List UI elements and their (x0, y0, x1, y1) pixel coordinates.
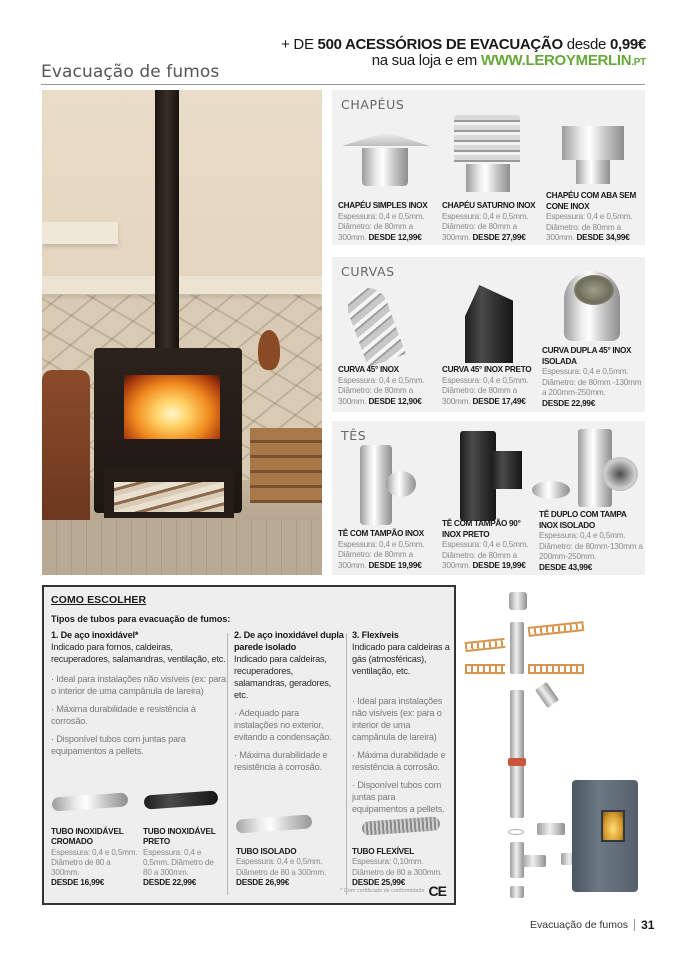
mantel-shelf (42, 276, 322, 294)
page-number: 31 (641, 918, 655, 932)
chapeu-aba-image (562, 126, 624, 160)
te-duplo-opening (602, 457, 638, 491)
panel-chapeus (332, 90, 645, 245)
diagram-adapter (537, 823, 565, 835)
chapeu-aba-body (576, 160, 610, 184)
title-divider (41, 84, 645, 85)
promo-banner (281, 37, 646, 71)
wood-crate (250, 428, 322, 503)
curva-inox-image (342, 282, 406, 367)
chapeu-simples-image (342, 132, 430, 146)
promo-line-2: na sua loja e em WWW.LEROYMERLIN.PT (371, 52, 646, 69)
diagram-elbow (535, 682, 559, 708)
diagram-joint-ring (508, 758, 526, 766)
chapeu-saturno-body (466, 164, 510, 192)
panel-curvas (332, 257, 645, 412)
te-tampao-inox-branch (386, 471, 416, 497)
panel-title: TÊS (341, 428, 367, 443)
insulation-wave (465, 664, 505, 674)
chapeu-saturno-image (454, 115, 520, 165)
footer-divider (634, 919, 635, 931)
item-tubo-flexivel[interactable]: TUBO FLEXÍVEL Espessura: 0,10mm. Diâmetro de 80 a 300mm. DESDE 25,99€ (352, 847, 443, 887)
te-preto-branch (492, 451, 522, 489)
item-tubo-cromado[interactable]: TUBO INOXIDÁVEL CROMADO Espessura: 0,4 e 0,5mm. Diâmetro de 80 a 300mm. DESDE 16,99€ (51, 827, 138, 888)
page-footer (530, 918, 654, 932)
product-curva-dupla[interactable]: CURVA DUPLA 45° INOX ISOLADA Espessura: 0,4 e 0,5mm. Diâmetro: de 80mm -130mm a 200mm-250mm. DESDE 22,99€ (542, 346, 642, 408)
curva-dupla-opening (574, 275, 614, 305)
chapeu-simples-body (362, 148, 408, 186)
diagram-cap (509, 592, 527, 610)
column-flexible: 3. Flexíveis Indicado para caldeiras a gás (atmosféricas), ventilação, etc. · Ideal para instalações não visíveis (ex: para o interior de uma campânula de lareira) · Máxima durabilidade e resistência à corrosão. · Disponível tubos com juntas para equipamentos a pellets. (352, 630, 450, 814)
tube-insulated-image (236, 814, 313, 833)
te-preto-image (460, 431, 496, 521)
tube-black-image (144, 790, 219, 809)
item-tubo-isolado[interactable]: TUBO ISOLADO Espessura: 0,4 e 0,5mm. Diâmetro de 80 a 300mm. DESDE 26,99€ (236, 847, 327, 887)
brick-floor (42, 520, 322, 575)
column-stainless: 1. De aço inoxidável* Indicado para fornos, caldeiras, recuperadores, salamandras, ventilação, etc. · Ideal para instalações não visíveis (ex: para o interior de uma campânula de lareira) · Máxima durabilidade e resistência à corrosão. · Disponível tubos com juntas para equipamentos a pellets. (51, 630, 226, 756)
product-chapeu-simples[interactable]: CHAPÉU SIMPLES INOX Espessura: 0,4 e 0,5mm. Diâmetro: de 80mm a 300mm. DESDE 12,99€ (338, 201, 428, 242)
product-chapeu-aba[interactable]: CHAPÉU COM ABA SEM CONE INOX Espessura: 0,4 e 0,5mm. Diâmetro: de 80mm a 300mm. DESDE 34,99€ (546, 191, 636, 243)
flue-pipe (155, 90, 179, 352)
product-te-tampao-preto[interactable]: TÊ COM TAMPÃO 90° INOX PRETO Espessura: 0,4 e 0,5mm. Diâmetro: de 80mm a 300mm. DESDE 19,99€ (442, 519, 529, 571)
te-duplo-cap (532, 481, 570, 499)
diagram-pipe-upper (510, 622, 524, 674)
certification-note: * Com certificado de conformidade CE (340, 883, 446, 899)
curva-preto-image (465, 285, 513, 363)
firewood-logs (114, 482, 224, 512)
page-title: Evacuação de fumos (41, 62, 220, 82)
tube-flexible-image (362, 816, 441, 835)
box-title: COMO ESCOLHER (51, 594, 147, 606)
pellet-stove-window (601, 810, 625, 842)
diagram-seal (508, 829, 524, 835)
hero-photo-wood-stove (42, 90, 322, 575)
diagram-bottom-cap (510, 886, 524, 898)
tube-chrome-image (52, 792, 129, 811)
box-subtitle: Tipos de tubos para evacuação de fumos: (51, 614, 231, 624)
column-divider (227, 633, 228, 895)
ce-mark-icon: CE (428, 883, 446, 899)
bellows (258, 330, 280, 370)
insulation-wave (528, 664, 584, 674)
item-tubo-preto[interactable]: TUBO INOXIDÁVEL PRETO Espessura: 0,4 e 0,5mm. Diâmetro de 80 a 300mm. DESDE 22,99€ (143, 827, 216, 888)
insulation-wave (465, 638, 506, 652)
product-curva-preto[interactable]: CURVA 45° INOX PRETO Espessura: 0,4 e 0,5mm. Diâmetro: de 80mm a 300mm. DESDE 17,49€ (442, 365, 532, 406)
panel-title: CURVAS (341, 264, 395, 279)
product-curva-inox[interactable]: CURVA 45° INOX Espessura: 0,4 e 0,5mm. Diâmetro: de 80mm a 300mm. DESDE 12,90€ (338, 365, 425, 406)
fire (124, 375, 220, 439)
website-link[interactable]: WWW.LEROYMERLIN.PT (480, 52, 646, 69)
diagram-tee-branch (522, 855, 546, 867)
insulation-wave (528, 621, 585, 637)
promo-line-1: + DE 500 ACESSÓRIOS DE EVACUAÇÃO desde 0,99€ (281, 36, 646, 53)
product-te-duplo[interactable]: TÊ DUPLO COM TAMPA INOX ISOLADO Espessura: 0,4 e 0,5mm. Diâmetro: de 80mm-130mm a 200mm-250mm. DESDE 43,99€ (539, 510, 643, 572)
how-to-choose-box (42, 585, 456, 905)
product-te-tampao-inox[interactable]: TÊ COM TAMPÃO INOX Espessura: 0,4 e 0,5mm. Diâmetro: de 80mm a 300mm. DESDE 19,99€ (338, 529, 425, 570)
wall-shelf (42, 222, 118, 244)
column-double-wall: 2. De aço inoxidável dupla parede isolado Indicado para caldeiras, recuperadores, salamandras, geradores, etc. · Adequado para instalações no exterior, evitando a condensação. · Máxima durabilidade e resistência à corrosão. (234, 630, 344, 772)
column-divider (346, 633, 347, 895)
footer-section: Evacuação de fumos (530, 919, 629, 931)
diagram-pipe-main (510, 690, 524, 818)
panel-title: CHAPÉUS (341, 97, 405, 112)
panel-tes (332, 421, 645, 575)
leather-armchair (42, 370, 90, 530)
product-chapeu-saturno[interactable]: CHAPÉU SATURNO INOX Espessura: 0,4 e 0,5mm. Diâmetro: de 80mm a 300mm. DESDE 27,99€ (442, 201, 536, 242)
